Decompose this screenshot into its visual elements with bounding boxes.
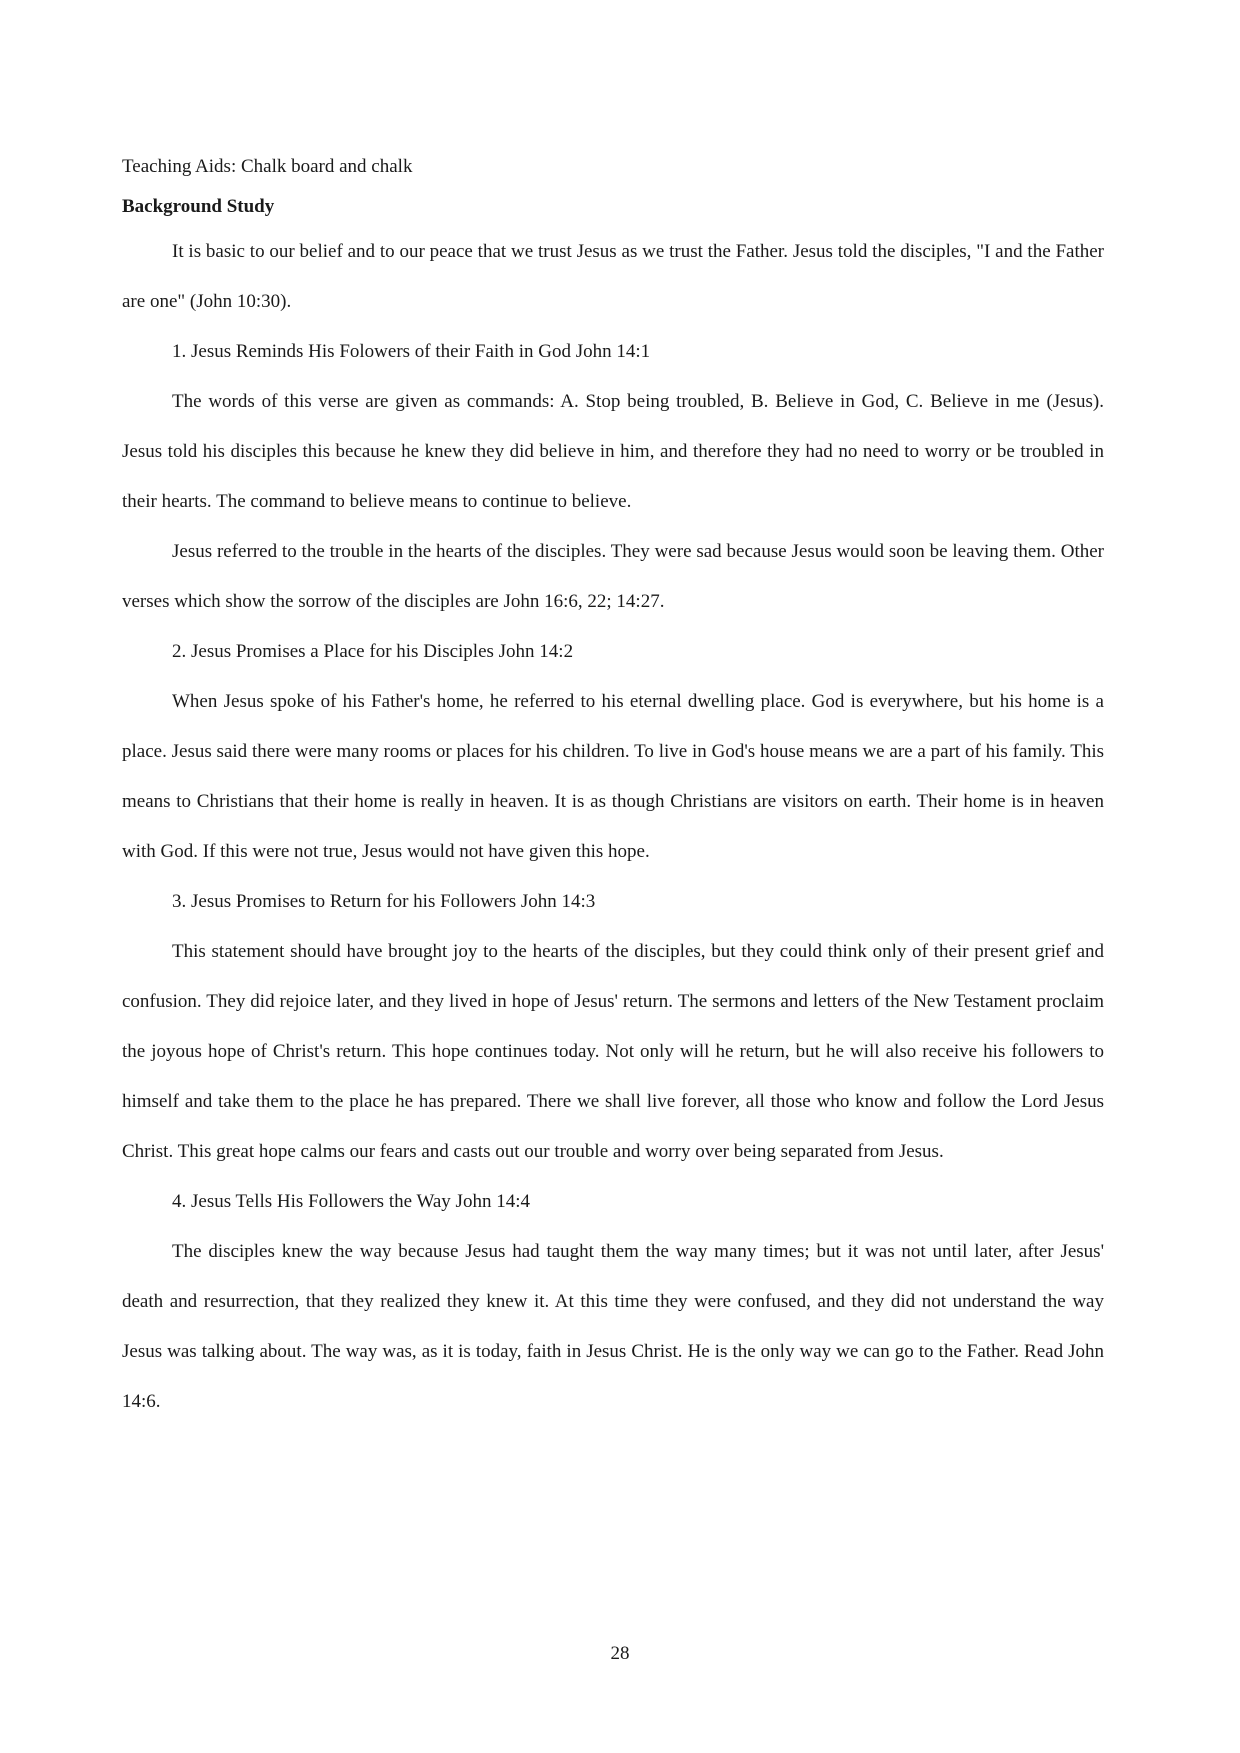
background-study-heading: Background Study [122, 196, 275, 217]
section-3-title: 3. Jesus Promises to Return for his Followers John 14:3 [172, 891, 596, 912]
page-number: 28 [610, 1643, 630, 1664]
section-1-paragraph-2: Jesus referred to the trouble in the hearts of the disciples. They were sad because Jesus would soon be leaving them. Other verses which show the sorrow of the disciples are John 16:6, 22; 14:27. [122, 541, 1104, 612]
section-1-title: 1. Jesus Reminds His Folowers of their Faith in God John 14:1 [172, 341, 651, 362]
intro-paragraph: It is basic to our belief and to our peace that we trust Jesus as we trust the Father. Jesus told the disciples, "I and the Father are one" (John 10:30). [122, 241, 1104, 312]
section-1-paragraph-1: The words of this verse are given as commands: A. Stop being troubled, B. Believe in God, C. Believe in me (Jesus). Jesus told his disciples this because he knew they did believe in him, and therefore they had no need to worry or be troubled in their hearts. The command to believe means to continue to believe. [122, 391, 1104, 512]
section-4-paragraph-1: The disciples knew the way because Jesus had taught them the way many times; but it was not until later, after Jesus' death and resurrection, that they realized they knew it. At this time they were confused, and they did not understand the way Jesus was talking about. The way was, as it is today, faith in Jesus Christ. He is the only way we can go to the Father. Read John 14:6. [122, 1241, 1104, 1412]
section-4-title: 4. Jesus Tells His Followers the Way John 14:4 [172, 1191, 530, 1212]
teaching-aids-line: Teaching Aids: Chalk board and chalk [122, 156, 413, 177]
section-2-title: 2. Jesus Promises a Place for his Disciples John 14:2 [172, 641, 574, 662]
section-3-paragraph-1: This statement should have brought joy to the hearts of the disciples, but they could think only of their present grief and confusion. They did rejoice later, and they lived in hope of Jesus' return. The sermons and letters of the New Testament proclaim the joyous hope of Christ's return. This hope continues today. Not only will he return, but he will also receive his followers to himself and take them to the place he has prepared. There we shall live forever, all those who know and follow the Lord Jesus Christ. This great hope calms our fears and casts out our trouble and worry over being separated from Jesus. [122, 941, 1104, 1162]
section-2-paragraph-1: When Jesus spoke of his Father's home, he referred to his eternal dwelling place. God is everywhere, but his home is a place. Jesus said there were many rooms or places for his children. To live in God's house means we are a part of his family. This means to Christians that their home is really in heaven. It is as though Christians are visitors on earth. Their home is in heaven with God. If this were not true, Jesus would not have given this hope. [122, 691, 1104, 862]
page-content [122, 147, 1104, 1427]
